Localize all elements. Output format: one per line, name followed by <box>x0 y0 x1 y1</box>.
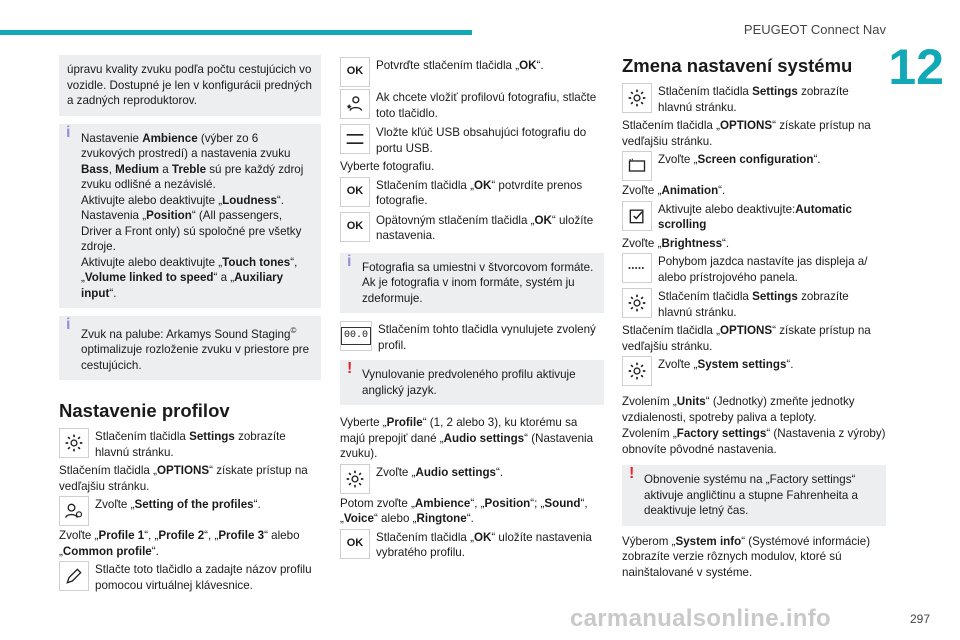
step-text: Zvoľte „System settings“. <box>658 358 794 371</box>
section-heading-profiles: Nastavenie profilov <box>59 400 230 422</box>
step-settings-2 <box>622 288 886 321</box>
page-number: 297 <box>909 612 930 626</box>
chapter-number: 12 <box>888 39 944 95</box>
step-text: Ak chcete vložiť profilovú fotografiu, stlačte toto tlačidlo. <box>376 91 597 120</box>
watermark: carmanualsonline.info <box>570 605 832 632</box>
gear-icon <box>622 83 652 113</box>
step-text: Stlačením tlačidla „OPTIONS“ získate prístup na vedľajšiu stránku. <box>622 324 871 353</box>
info-box-photo <box>340 253 604 314</box>
step-animation <box>622 201 886 234</box>
profile-settings-icon <box>59 496 89 526</box>
step-usb <box>340 124 604 157</box>
step-text: Stlačením tlačidla Settings zobrazíte hlavnú stránku. <box>658 85 849 114</box>
ok-button-icon: OK <box>340 177 370 207</box>
step-system <box>622 356 886 386</box>
step-text: Potvrďte stlačením tlačidla „OK“. <box>376 59 544 72</box>
warning-icon: ! <box>347 360 353 377</box>
gear-icon <box>340 464 370 494</box>
info-text: Zvuk na palube: Arkamys Sound Staging© optimalizuje rozloženie zvuku v priestore pre cestujúcich. <box>81 326 310 372</box>
step-name <box>59 561 321 594</box>
step-text: Zvolením „Factory settings“ (Nastavenia z výroby) obnovíte pôvodné nastavenia. <box>622 427 886 456</box>
step-text: Vložte kľúč USB obsahujúci fotografiu do portu USB. <box>376 126 587 155</box>
step-text: Pohybom jazdca nastavíte jas displeja a/ alebo prístrojového panela. <box>658 255 868 284</box>
step-audio <box>340 464 604 494</box>
step-text: Stlačením tlačidla „OPTIONS“ získate prístup na vedľajšiu stránku. <box>622 119 871 148</box>
warning-text: Obnovenie systému na „Factory settings“ aktivuje angličtinu a stupne Fahrenheita a deaktivuje letný čas. <box>644 473 858 517</box>
note-box-sound <box>59 55 321 116</box>
slider-icon <box>622 253 652 283</box>
step-text: Stlačením tlačidla „OK“ uložíte nastavenia vybratého profilu. <box>376 530 592 559</box>
step-text: Stlačením tlačidla „OK“ potvrdíte prenos fotografie. <box>376 178 583 207</box>
step-brightness <box>622 253 886 286</box>
warning-box-reset <box>340 360 604 405</box>
step-text: Zvoľte „Setting of the profiles“. <box>95 498 261 512</box>
usb-port-icon <box>340 124 370 154</box>
pencil-icon <box>59 561 89 591</box>
step-transfer <box>340 177 604 210</box>
info-box-ambience <box>59 124 321 309</box>
info-icon: i <box>347 252 352 270</box>
step-screen <box>622 151 886 181</box>
step-text: Vyberte „Profile“ (1, 2 alebo 3), ku ktorému sa majú prepojiť dané „Audio settings“ (Nastavenia zvuku). <box>340 416 594 460</box>
step-profiles <box>59 496 321 526</box>
step-save <box>340 212 604 245</box>
warning-box-factory <box>622 465 886 526</box>
step-text: Zvoľte „Audio settings“. <box>376 465 504 479</box>
step-settings <box>59 428 321 461</box>
step-text: Zvoľte „Animation“. <box>622 184 726 197</box>
profile-photo-icon <box>340 89 370 119</box>
ok-button-icon: OK <box>340 57 370 87</box>
screen-config-icon <box>622 151 652 181</box>
step-text: Aktivujte alebo deaktivujte:Automatic scrolling <box>658 202 852 231</box>
reset-icon: 00.0 <box>340 321 372 351</box>
step-text: Výberom „System info“ (Systémové informácie) zobrazíte verzie rôznych modulov, ktoré sú nainštalované v systéme. <box>622 534 871 579</box>
step-reset <box>340 321 604 354</box>
page-header: PEUGEOT Connect Nav <box>743 22 886 37</box>
warning-text: Vynulovanie predvoleného profilu aktivuje anglický jazyk. <box>362 368 576 397</box>
gear-icon <box>622 356 652 386</box>
info-icon: i <box>66 316 71 333</box>
step-text: Zvoľte „Profile 1“, „Profile 2“, „Profile 3“ alebo „Common profile“. <box>59 529 300 558</box>
column-2 <box>340 55 604 564</box>
column-1 <box>59 55 321 596</box>
step-save-profile <box>340 529 604 562</box>
step-photo <box>340 89 604 122</box>
step-text: Opätovným stlačením tlačidla „OK“ uložíte nastavenia. <box>376 213 594 242</box>
info-text: Nastavenie Ambience (výber zo 6 zvukových prostredí) a nastavenia zvuku Bass, Medium a Treble sú pre každý zdroj zvuku odlišné a nezávislé. Aktivujte alebo deaktivujte „Loudness“. Nastavenia „Position“ (All passengers, Driver a Front only) sú spoločné pre všetky zdroje. Aktivujte alebo deaktivujte „Touch tones“, „Volume linked to speed“ a „Auxiliary input“. <box>81 131 304 300</box>
step-text: Stlačením tlačidla „OPTIONS“ získate prístup na vedľajšiu stránku. <box>59 464 308 493</box>
info-icon: i <box>66 123 71 141</box>
warning-icon: ! <box>629 465 635 482</box>
info-text: Fotografia sa umiestni v štvorcovom formáte. Ak je fotografia v inom formáte, systém ju zdeformuje. <box>362 260 594 305</box>
ok-button-icon: OK <box>340 212 370 242</box>
info-box-arkamys <box>59 316 321 380</box>
step-text: Zvoľte „Screen configuration“. <box>658 153 821 166</box>
step-text: Zvolením „Units“ (Jednotky) zmeňte jednotky vzdialenosti, spotreby paliva a teploty. <box>622 395 855 424</box>
step-text: Stlačením tlačidla Settings zobrazíte hlavnú stránku. <box>95 430 286 459</box>
step-text: Vyberte fotografiu. <box>340 160 435 173</box>
note-text: úpravu kvality zvuku podľa počtu cestujúcich vo vozidle. Dostupné je len v konfigurácii predných a zadných reproduktorov. <box>67 63 312 107</box>
section-heading-system: Zmena nastavení systému <box>622 55 853 76</box>
step-text: Stlačením tlačidla Settings zobrazíte hlavnú stránku. <box>658 290 849 319</box>
gear-icon <box>59 428 89 458</box>
step-settings <box>622 83 886 116</box>
step-confirm <box>340 57 604 87</box>
step-text: Potom zvoľte „Ambience“, „Position“; „Sound“, „Voice“ alebo „Ringtone“. <box>340 496 588 525</box>
gear-icon <box>622 288 652 318</box>
step-text: Stlačením tohto tlačidla vynulujete zvolený profil. <box>378 323 596 352</box>
checkbox-icon <box>622 201 652 231</box>
ok-button-icon: OK <box>340 529 370 559</box>
step-text: Stlačte toto tlačidlo a zadajte názov profilu pomocou virtuálnej klávesnice. <box>95 563 312 592</box>
step-text: Zvoľte „Brightness“. <box>622 236 730 250</box>
top-accent-bar <box>0 30 472 35</box>
column-3 <box>622 55 886 581</box>
